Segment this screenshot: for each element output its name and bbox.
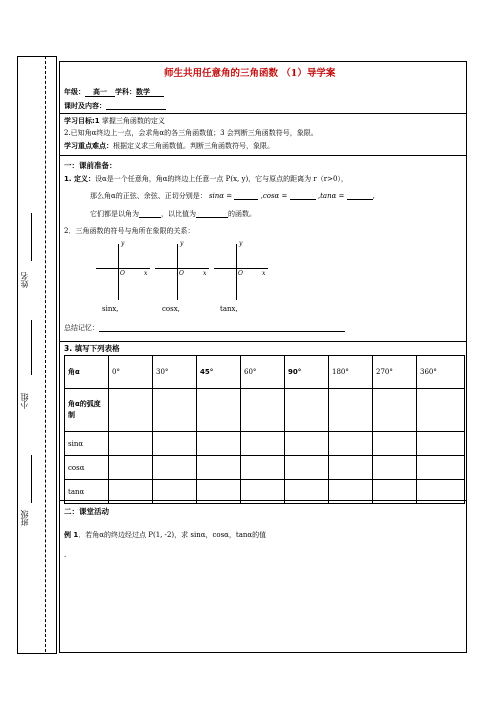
definition-text: 设α是一个任意角，角α的终边上任意一点 P(x, y)，它与原点的距离为 r（r>0）， bbox=[94, 175, 348, 183]
y-axis bbox=[177, 244, 178, 300]
table-cell[interactable] bbox=[109, 432, 153, 456]
goal-line-1 bbox=[64, 118, 165, 125]
time-blank bbox=[106, 102, 166, 110]
table-cell[interactable] bbox=[417, 389, 465, 432]
x-axis-label: x bbox=[262, 270, 266, 277]
class-blank bbox=[31, 455, 32, 503]
group-label: 小组 bbox=[20, 393, 29, 409]
table-cell[interactable] bbox=[241, 389, 285, 432]
x-axis bbox=[96, 268, 150, 269]
group-blank bbox=[31, 320, 32, 375]
table-cell[interactable] bbox=[197, 432, 241, 456]
origin-label: O bbox=[120, 270, 125, 277]
tan-graph bbox=[214, 241, 270, 301]
key-text: 根据定义求三角函数值。判断三角函数符号，象限。 bbox=[113, 142, 274, 150]
cos-blank[interactable] bbox=[290, 192, 316, 200]
y-axis-label: y bbox=[180, 240, 184, 247]
table-cell[interactable] bbox=[373, 389, 417, 432]
cut-line bbox=[45, 56, 46, 652]
ratio-intro: 那么角α的正弦、余弦、正切分别是： bbox=[90, 192, 207, 200]
origin-label: O bbox=[179, 270, 184, 277]
summary-blank[interactable] bbox=[99, 324, 345, 332]
header-45: 45° bbox=[197, 356, 241, 389]
header-30: 30° bbox=[153, 356, 197, 389]
table-cell[interactable] bbox=[197, 389, 241, 432]
row-label-tan: tanα bbox=[65, 480, 109, 504]
table-cell[interactable] bbox=[329, 389, 373, 432]
origin-label: O bbox=[238, 270, 243, 277]
ratio-line: 那么角α的正弦、余弦、正切分别是： sinα = ,cosα = ,tanα = , bbox=[90, 192, 375, 200]
table-cell[interactable] bbox=[197, 456, 241, 480]
grade-row bbox=[64, 89, 164, 97]
table-cell[interactable] bbox=[417, 432, 465, 456]
grade-label: 年级： bbox=[64, 88, 85, 96]
definition-label: 1. 定义： bbox=[64, 175, 95, 183]
sin-graph bbox=[96, 241, 152, 301]
answer-dot: . bbox=[64, 551, 67, 559]
table-cell[interactable] bbox=[109, 456, 153, 480]
header-360: 360° bbox=[417, 356, 465, 389]
tan-blank[interactable] bbox=[347, 192, 373, 200]
cos-graph-label: cosx, bbox=[162, 305, 180, 313]
header-angle: 角α bbox=[65, 356, 109, 389]
variable-blank[interactable] bbox=[139, 210, 161, 218]
table-cell[interactable] bbox=[153, 389, 197, 432]
example-1 bbox=[64, 532, 266, 539]
sin-graph-label: sinx, bbox=[102, 305, 119, 313]
x-axis bbox=[155, 268, 209, 269]
table-cell[interactable] bbox=[285, 432, 329, 456]
x-axis bbox=[214, 268, 268, 269]
table-row bbox=[65, 456, 465, 480]
binding-sidebar bbox=[17, 56, 57, 654]
y-axis bbox=[118, 244, 119, 300]
example-text: ．若角α的终边经过点 P(1, -2)，求 sinα，cosα，tanα的值 bbox=[78, 531, 267, 539]
subject-label: 学科： bbox=[115, 88, 136, 96]
header-section bbox=[60, 62, 466, 114]
goal-1-text: 掌握三角函数的定义 bbox=[101, 117, 165, 125]
row-label-radian: 角α的弧度制 bbox=[65, 389, 109, 432]
x-axis-label: x bbox=[144, 270, 148, 277]
function-text-a: 它们都是以角为 bbox=[90, 210, 139, 218]
key-points-line bbox=[64, 143, 274, 150]
example-label: 例 1 bbox=[64, 531, 79, 539]
table-cell[interactable] bbox=[153, 432, 197, 456]
table-row bbox=[65, 432, 465, 456]
prep-section bbox=[60, 156, 466, 342]
function-text-c: 的函数。 bbox=[228, 210, 256, 218]
function-text-b: ，以比值为 bbox=[161, 210, 196, 218]
goal-label: 学习目标:1 bbox=[64, 117, 100, 125]
function-line bbox=[90, 210, 256, 218]
tan-formula: ,tanα = bbox=[317, 192, 345, 200]
y-axis-label: y bbox=[121, 240, 125, 247]
time-row bbox=[64, 102, 166, 110]
worksheet bbox=[59, 61, 467, 653]
name-blank bbox=[31, 213, 32, 261]
divider bbox=[60, 500, 466, 501]
grade-value: 高一 bbox=[85, 89, 115, 97]
sin-formula: sinα = bbox=[208, 192, 233, 200]
summary-line bbox=[64, 324, 345, 332]
page-title: 师生共用任意角的三角函数 （1）导学案 bbox=[164, 68, 336, 79]
goals-section bbox=[60, 114, 466, 156]
table-cell[interactable] bbox=[373, 432, 417, 456]
header-180: 180° bbox=[329, 356, 373, 389]
table-cell[interactable] bbox=[417, 456, 465, 480]
header-90: 90° bbox=[285, 356, 329, 389]
trig-values-table bbox=[64, 355, 465, 504]
table-cell[interactable] bbox=[109, 389, 153, 432]
table-cell[interactable] bbox=[285, 389, 329, 432]
definition-line bbox=[64, 176, 348, 183]
table-cell[interactable] bbox=[329, 456, 373, 480]
value-blank[interactable] bbox=[196, 210, 228, 218]
row-label-cos: cosα bbox=[65, 456, 109, 480]
table-cell[interactable] bbox=[285, 456, 329, 480]
table-cell[interactable] bbox=[241, 432, 285, 456]
y-axis bbox=[236, 244, 237, 300]
table-cell[interactable] bbox=[153, 456, 197, 480]
subject-value: 数学 bbox=[136, 89, 164, 97]
x-axis-label: x bbox=[203, 270, 207, 277]
table-cell[interactable] bbox=[241, 456, 285, 480]
summary-label: 总结记忆： bbox=[64, 324, 99, 332]
key-label: 学习重点难点： bbox=[64, 142, 113, 150]
y-axis-label: y bbox=[239, 240, 243, 247]
quadrant-question: 2．三角函数的符号与角所在象限的关系： bbox=[64, 227, 195, 235]
cos-formula: ,cosα = bbox=[260, 192, 288, 200]
activity-heading: 二：课堂活动 bbox=[64, 507, 109, 516]
time-label: 课时及内容： bbox=[64, 102, 106, 110]
name-label: 姓名 bbox=[20, 272, 29, 288]
class-label: 班级 bbox=[20, 510, 29, 526]
goal-line-2: 2.已知角α终边上一点，会求角α的各三角函数值；3 会判断三角函数符号，象限。 bbox=[64, 129, 318, 137]
prep-heading: 一：课前准备： bbox=[64, 161, 117, 170]
table-cell[interactable] bbox=[373, 456, 417, 480]
sin-blank[interactable] bbox=[234, 192, 258, 200]
header-270: 270° bbox=[373, 356, 417, 389]
table-cell[interactable] bbox=[329, 432, 373, 456]
row-label-sin: sinα bbox=[65, 432, 109, 456]
table-header-row bbox=[65, 356, 465, 389]
table-row bbox=[65, 389, 465, 432]
cos-graph bbox=[155, 241, 211, 301]
header-0: 0° bbox=[109, 356, 153, 389]
header-60: 60° bbox=[241, 356, 285, 389]
table-heading: 3. 填写下列表格 bbox=[64, 344, 120, 353]
tan-graph-label: tanx, bbox=[220, 305, 238, 313]
